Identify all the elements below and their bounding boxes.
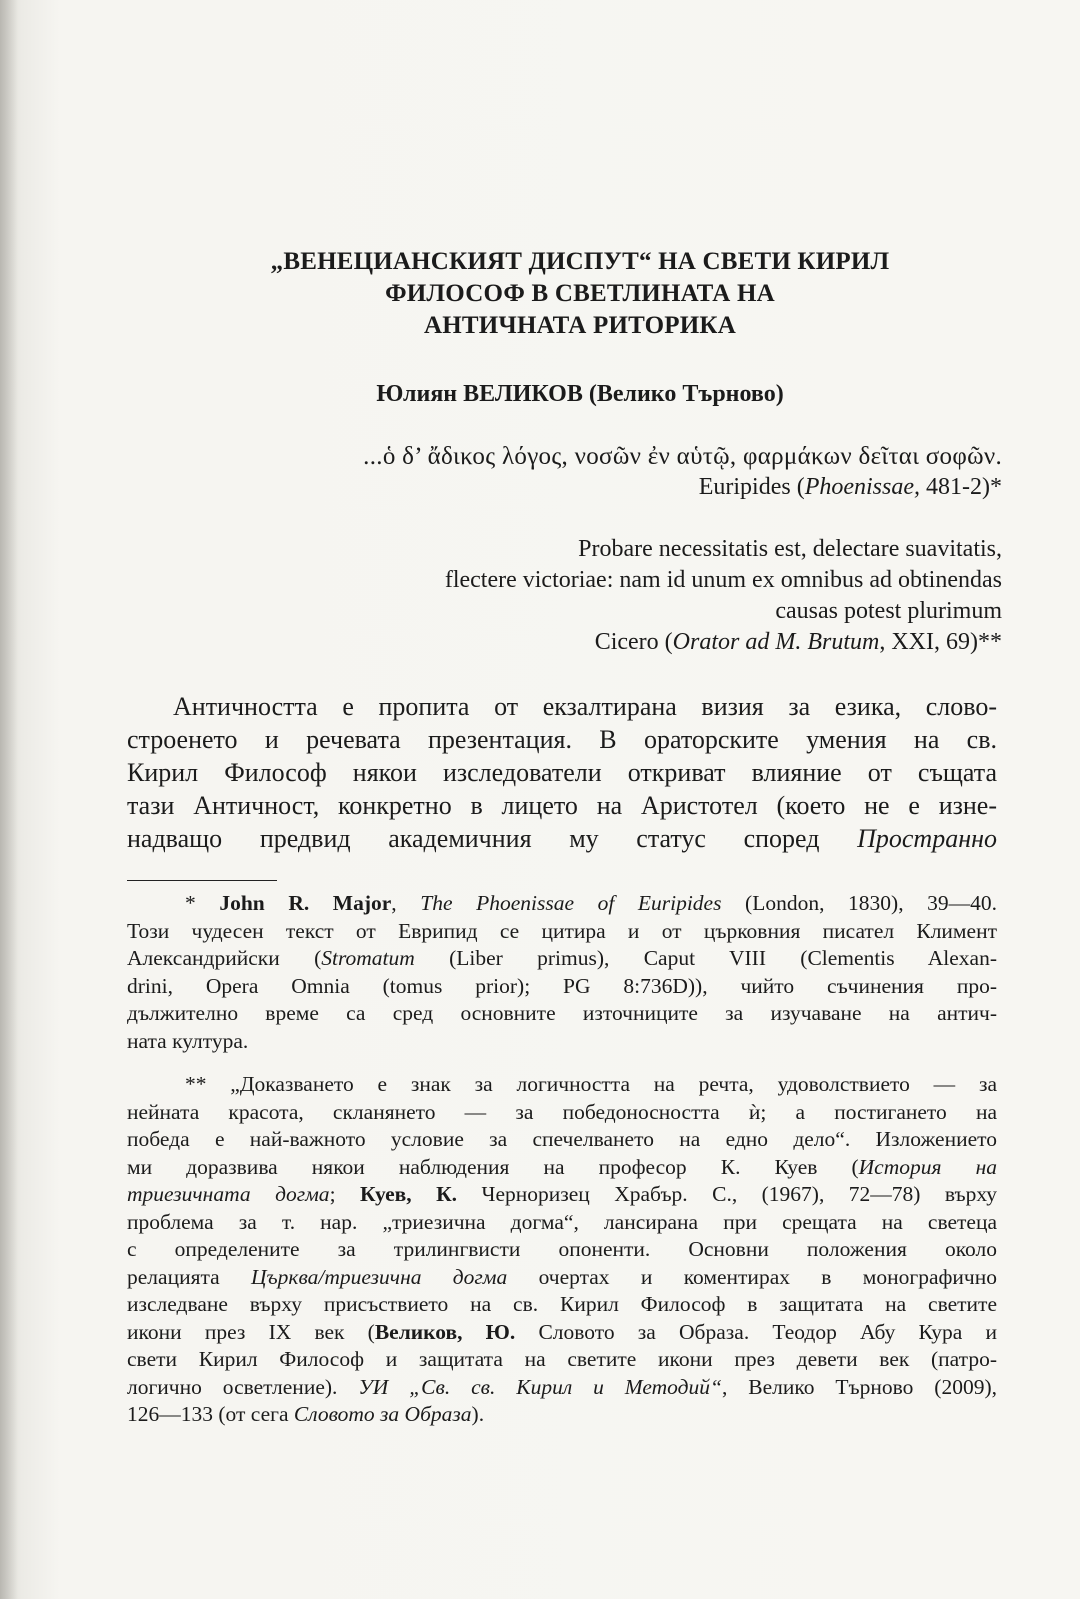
footnote-italic: История на [858, 1154, 997, 1179]
attribution-work: Phoenissae, [804, 474, 921, 500]
footnote-text: ми доразвива някои наблюдения на професор К. Куев ( [127, 1154, 859, 1179]
attribution-author: Cicero ( [594, 629, 673, 655]
title-line-3: АНТИЧНАТА РИТОРИКА [423, 312, 736, 339]
footnote-italic: Църква/триезична догма [250, 1264, 508, 1289]
footnote-line: Този чудесен текст от Еврипид се цитира и от църковния писател Климент [127, 918, 997, 943]
footnote-line: нейната красота, скланянето — за победоносността ѝ; а постигането на [127, 1099, 997, 1124]
footnote-text: Черноризец Храбър. С., (1967), 72—78) върху [457, 1182, 998, 1206]
footnote-line: ** „Доказването е знак за логичността на речта, удоволствието — за [185, 1072, 997, 1096]
footnote-line: drini, Opera Omnia (tomus prior); PG 8:736D)), чийто съчинения про- [127, 973, 997, 998]
epigraph-latin-line-2: flectere victoriae: nam id unum ex omnibus ad obtinendas [444, 567, 1002, 593]
footnote-title: The Phoenissae of Euripides [420, 891, 722, 915]
body-italic-text: Пространно [857, 824, 997, 853]
body-line: Античността е пропита от екзалтирана визия за езика, слово- [173, 692, 997, 721]
footnote-line: дължително време са сред основните източниците за изучаване на антич- [127, 1001, 997, 1025]
footnote-text: релацията [127, 1264, 251, 1289]
footnote-text: (Liber primus), Caput VIII (Clementis Alexan- [414, 946, 998, 970]
footnote-line: изследване върху присъствието на св. Кирил Философ в защитата на светите [127, 1292, 997, 1316]
footnote-marker: * [185, 891, 220, 915]
epigraph-latin-line-3: causas potest plurimum [775, 598, 1002, 624]
footnote-italic: Словото за Образа [293, 1402, 472, 1426]
footnote-text: 126—133 (от сега [127, 1402, 294, 1426]
epigraph-latin-line-1: Probare necessitatis est, delectare suavitatis, [578, 536, 1002, 562]
footnote-italic: триезичната догма [127, 1182, 330, 1206]
footnote-text: , Велико Търново (2009), [721, 1374, 997, 1399]
footnote-text: очертах и коментирах в монографично [507, 1264, 997, 1289]
epigraph-attribution-euripides [363, 472, 1002, 503]
footnote-separator [127, 880, 277, 881]
title-line-2: ФИЛОСОФ В СВЕТЛИНАТА НА [385, 280, 775, 307]
title-line-1: „ВЕНЕЦИАНСКИЯТ ДИСПУТ“ НА СВЕТИ КИРИЛ [270, 248, 890, 275]
body-line: Кирил Философ някои изследователи откриват влияние от същата [127, 758, 997, 787]
body-line: строенето и речевата презентация. В ораторските умения на св. [127, 725, 997, 754]
epigraph-greek-quote: ...ὁ δ’ ἄδικος λόγος, νοσῶν ἐν αὑτῷ, φαρμάκων δεῖται σοφῶν. [363, 443, 1002, 470]
footnote-text: Александрийски ( [127, 946, 322, 970]
epigraph-euripides [363, 441, 1002, 503]
footnote-text: Словото за Образа. Теодор Абу Кура и [515, 1319, 997, 1344]
epigraph-cicero [445, 534, 1002, 658]
footnote-italic: УИ „Св. св. Кирил и Методий“ [358, 1374, 722, 1399]
footnote-text: ; [329, 1182, 360, 1206]
footnote-line [127, 1374, 997, 1402]
footnote-text: , [391, 891, 421, 915]
epigraph-attribution-cicero [445, 627, 1002, 658]
footnote-line: ната култура. [127, 1028, 249, 1053]
footnote-line [127, 1181, 997, 1209]
footnote-text: икони през IX век ( [127, 1319, 375, 1344]
attribution-work: Orator ad M. Brutum [672, 629, 880, 655]
footnote-text: ). [471, 1402, 485, 1426]
body-line: тази Античност, конкретно в лицето на Аристотел (което не е изне- [127, 791, 997, 820]
footnote-author: John R. Major [219, 891, 392, 915]
book-spine-shadow [0, 0, 18, 1599]
body-line [127, 822, 997, 855]
footnote-line [127, 945, 997, 973]
footnote-line [127, 1154, 997, 1182]
attribution-author: Euripides ( [698, 474, 805, 500]
footnote-line [127, 1401, 997, 1429]
footnote-text: (London, 1830), 39—40. [721, 891, 998, 915]
footnote-line [127, 890, 997, 918]
body-paragraph [127, 690, 997, 855]
footnote-author: Великов, Ю. [374, 1319, 516, 1344]
footnote-line: победа е най-важното условие за спечелването на едно дело“. Изложението [127, 1127, 997, 1151]
footnote-line [127, 1264, 997, 1292]
article-title [160, 246, 1000, 342]
footnote-1 [127, 890, 997, 1055]
attribution-ref: 481-2)* [920, 474, 1002, 500]
footnote-italic: Stromatum [321, 946, 415, 970]
footnote-line [127, 1319, 997, 1347]
footnote-line: с определените за трилингвисти опоненти. Основни положения около [127, 1237, 997, 1261]
body-text: надващо предвид академичния му статус според [127, 824, 858, 853]
footnote-line: проблема за т. нар. „триезична догма“, лансирана при срещата на светеца [127, 1209, 997, 1234]
author-byline: Юлиян ВЕЛИКОВ (Велико Търново) [376, 381, 784, 407]
footnote-line: свети Кирил Философ и защитата на светите икони през девети век (патро- [127, 1347, 997, 1371]
footnote-text: логично осветление). [127, 1374, 359, 1399]
footnote-author: Куев, К. [359, 1182, 458, 1206]
footnote-2 [127, 1071, 997, 1429]
attribution-ref: , XXI, 69)** [879, 629, 1002, 655]
